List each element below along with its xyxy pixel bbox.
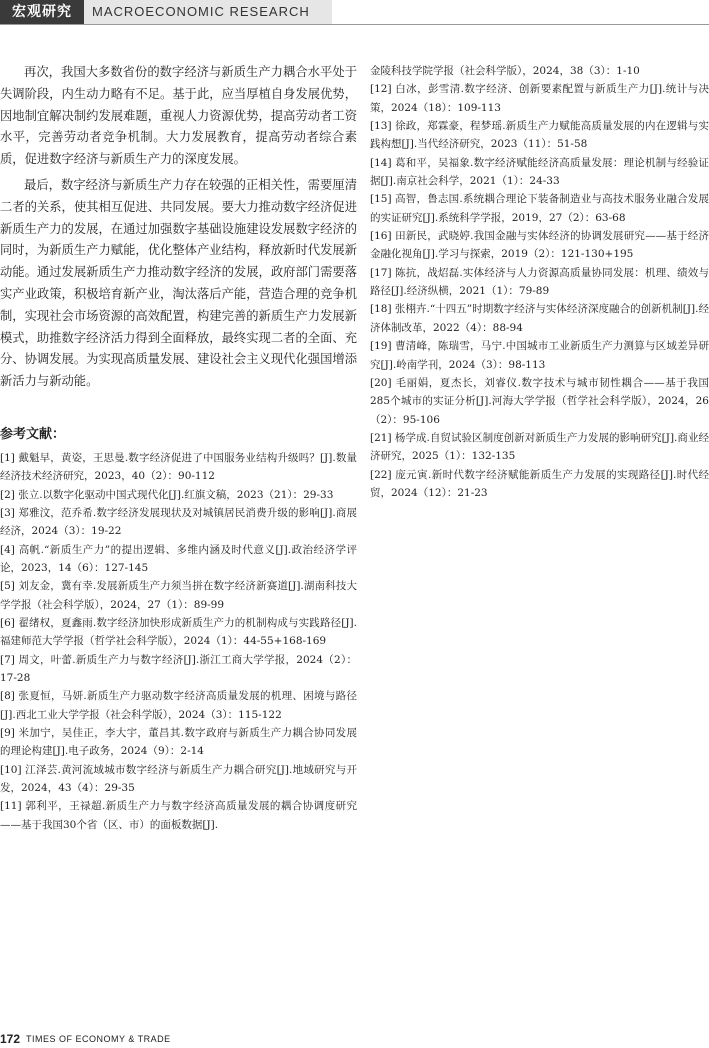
reference-item: [19] 曹清峰，陈瑞雪，马宁.中国城市工业新质生产力测算与区域差异研究[J].岭南学刊，2024（3）：98-113 xyxy=(370,340,709,371)
reference-item: [12] 白冰，彭雪清.数字经济、创新要素配置与新质生产力[J].统计与决策，2024（18）：109-113 xyxy=(370,83,709,114)
magazine-name: TIMES OF ECONOMY & TRADE xyxy=(26,1034,171,1044)
reference-item: [5] 刘友金，冀有幸.发展新质生产力须当拼在数字经济新赛道[J].湖南科技大学学报（社会科学版），2024，27（1）：89-99 xyxy=(0,580,357,611)
section-subtitle: MACROECONOMIC RESEARCH xyxy=(84,0,332,24)
reference-item: [7] 周文，叶蕾.新质生产力与数字经济[J].浙江工商大学学报，2024（2）：17-28 xyxy=(0,653,357,685)
body-paragraph: 最后，数字经济与新质生产力存在较强的正相关性，需要厘清二者的关系，使其相互促进、共同发展。要大力推动数字经济促进新质生产力的发展，在通过加强数字基础设施建设发展数字经济的同时，为新质生产力赋能，优化整体产业结构，释放新时代发展新动能。通过发展新质生产力推动数字经济的发展，政府部门需要落实产业政策，积极培育新产业，淘汰落后产能，营造合理的竞争机制，实现社会市场资源的高效配置，构建完善的新质生产力发展新模式，助推数字经济活力得到全面释放，最终实现二者的全面、充分、协调发展。为实现高质量发展、建设社会主义现代化强国增添新活力与新动能。 xyxy=(0,177,357,389)
reference-list-right xyxy=(370,62,709,502)
reference-item: [18] 张栩卉.“十四五”时期数字经济与实体经济深度融合的创新机制[J].经济体制改革，2022（4）：88-94 xyxy=(370,303,709,334)
reference-item: [22] 庞元寅.新时代数字经济赋能新质生产力发展的实现路径[J].时代经贸，2024（12）：21-23 xyxy=(370,468,709,499)
reference-item: [20] 毛丽娟，夏杰长，刘睿仪.数字技术与城市韧性耦合——基于我国285个城市的实证分析[J].河海大学学报（哲学社会科学版），2024，26（2）：95-106 xyxy=(370,376,709,426)
reference-item: [17] 陈抗，战炤磊.实体经济与人力资源高质量协同发展：机理、绩效与路径[J].经济纵横，2021（1）：79-89 xyxy=(370,266,709,298)
left-column xyxy=(0,62,357,834)
reference-item: [10] 江泽芸.黄河流域城市数字经济与新质生产力耦合研究[J].地域研究与开发，2024，43（4）：29-35 xyxy=(0,763,357,795)
reference-item: [6] 翟绪权，夏鑫雨.数字经济加快形成新质生产力的机制构成与实践路径[J].福建师范大学学报（哲学社会科学版），2024（1）：44-55+168-169 xyxy=(0,617,357,648)
reference-item: [16] 田新民，武晓婷.我国金融与实体经济的协调发展研究——基于经济金融化视角[J].学习与探索，2019（2）：121-130+195 xyxy=(370,230,709,261)
page-footer xyxy=(0,1030,709,1048)
section-brand: 宏观研究 xyxy=(0,0,84,24)
right-column xyxy=(370,62,709,502)
reference-item: [2] 张立.以数字化驱动中国式现代化[J].红旗文稿，2023（21）：29-33 xyxy=(0,488,334,501)
reference-item: [15] 高智，鲁志国.系统耦合理论下装备制造业与高技术服务业融合发展的实证研究[J].系统科学学报，2019，27（2）：63-68 xyxy=(370,193,709,224)
reference-item: [3] 郑雅汶，范乔希.数字经济发展现状及对城镇居民消费升级的影响[J].商展经济，2024（3）：19-22 xyxy=(0,506,357,538)
reference-item: 金陵科技学院学报（社会科学版），2024，38（3）：1-10 xyxy=(370,65,640,77)
reference-item: [13] 徐政，郑霖豪，程梦瑶.新质生产力赋能高质量发展的内在逻辑与实践构想[J].当代经济研究，2023（11）：51-58 xyxy=(370,120,709,151)
reference-item: [1] 戴魁早，黄姿，王思曼.数字经济促进了中国服务业结构升级吗？[J].数量经济技术经济研究，2023，40（2）：90-112 xyxy=(0,451,357,483)
page-header xyxy=(0,0,709,24)
reference-item: [9] 米加宁，吴佳正，李大宇，董昌其.数字政府与新质生产力耦合协同发展的理论构建[J].电子政务，2024（9）：2-14 xyxy=(0,727,357,758)
header-rule xyxy=(0,24,709,25)
body-paragraph: 再次，我国大多数省份的数字经济与新质生产力耦合水平处于失调阶段，内生动力略有不足。基于此，应当厚植自身发展优势，因地制宜解决制约发展难题，重视人力资源优势，提高劳动者工资水平，完善劳动者竞争机制。大力发展教育，提高劳动者综合素质，促进数字经济与新质生产力的深度发展。 xyxy=(0,65,357,167)
reference-item: [14] 葛和平，吴福象.数字经济赋能经济高质量发展：理论机制与经验证据[J].南京社会科学，2021（1）：24-33 xyxy=(370,156,709,188)
reference-item: [21] 杨学成.自贸试验区制度创新对新质生产力发展的影响研究[J].商业经济研究，2025（1）：132-135 xyxy=(370,431,709,463)
references-heading: 参考文献： xyxy=(0,426,66,442)
reference-item: [8] 张夏恒，马妍.新质生产力驱动数字经济高质量发展的机理、困境与路径[J].西北工业大学学报（社会科学版），2024（3）：115-122 xyxy=(0,690,357,721)
reference-item: [11] 郭利平，王禄超.新质生产力与数字经济高质量发展的耦合协调度研究——基于我国30个省（区、市）的面板数据[J]. xyxy=(0,800,357,831)
reference-list-left xyxy=(0,449,357,834)
page-number: 172 xyxy=(0,1032,21,1046)
reference-item: [4] 高帆.“新质生产力”的提出逻辑、多维内涵及时代意义[J].政治经济学评论，2023，14（6）：127-145 xyxy=(0,543,357,575)
